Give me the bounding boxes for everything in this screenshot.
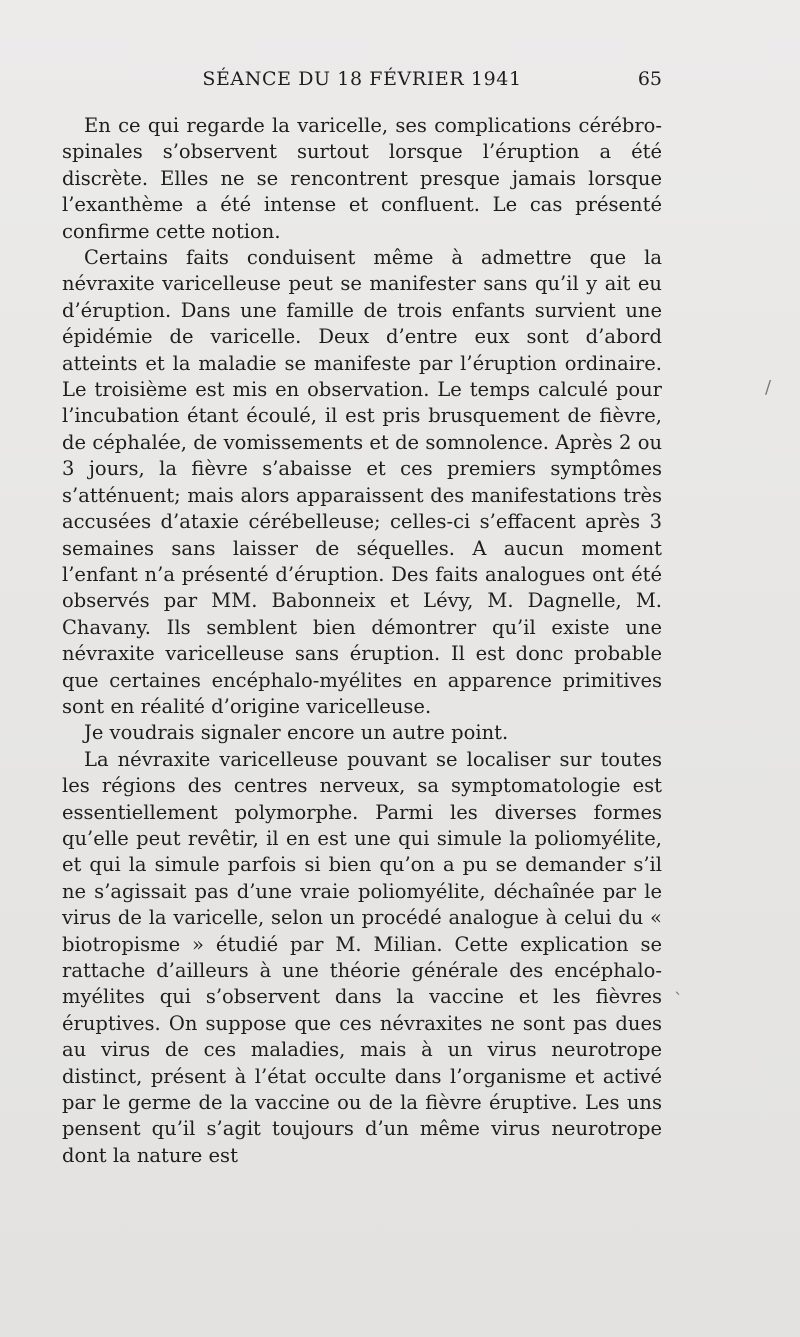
header-title: SÉANCE DU 18 FÉVRIER 1941 [202, 68, 522, 90]
scan-mark: / [765, 377, 772, 398]
paragraph: Je voudrais signaler encore un autre point. [84, 721, 509, 745]
body-text [62, 113, 662, 1169]
running-header [62, 68, 662, 98]
paragraph: La névraxite varicelleuse pouvant se localiser sur toutes les régions des centres nerveux, sa symptomatologie est essentiellement polymorphe. Parmi les diverses formes qu’elle peut revêtir, il en est une qui simule la poliomyélite, et qui la simule parfois si bien qu’on a pu se demander s’il ne s’agissait pas d’une vraie poliomyélite, déchaînée par le virus de la varicelle, selon un procédé analogue à celui du « biotropisme » étudié par M. Milian. Cette explication se rattache d’ailleurs à une théorie générale des encéphalo-myélites qui s’observent dans la vaccine et les fièvres éruptives. On suppose que ces névraxites ne sont pas dues au virus de ces maladies, mais à un virus neurotrope distinct, présent à l’état occulte dans l’organisme et activé par le germe de la vaccine ou de la fièvre éruptive. Les uns pensent qu’il s’agit toujours d’un même virus neurotrope dont la nature est [62, 747, 662, 1167]
paragraph: En ce qui regarde la varicelle, ses complications cérébro-spinales s’observent surtout lorsque l’éruption a été discrète. Elles ne se rencontrent presque jamais lorsque l’exanthème a été intense et confluent. Le cas présenté confirme cette notion. [62, 114, 662, 243]
scan-mark: ` [674, 990, 683, 1011]
page-number: 65 [637, 68, 662, 90]
paragraph: Certains faits conduisent même à admettre que la névraxite varicelleuse peut se manifester sans qu’il y ait eu d’éruption. Dans une famille de trois enfants survient une épidémie de varicelle. Deux d’entre eux sont d’abord atteints et la maladie se manifeste par l’éruption ordinaire. Le troisième est mis en observation. Le temps calculé pour l’incubation étant écoulé, il est pris brusquement de fièvre, de céphalée, de vomissements et de somnolence. Après 2 ou 3 jours, la fièvre s’abaisse et ces premiers symptômes s’atténuent; mais alors apparaissent des manifestations très accusées d’ataxie cérébelleuse; celles-ci s’effacent après 3 semaines sans laisser de séquelles. A aucun moment l’enfant n’a présenté d’éruption. Des faits analogues ont été observés par MM. Babonneix et Lévy, M. Dagnelle, M. Chavany. Ils semblent bien démontrer qu’il existe une névraxite varicelleuse sans éruption. Il est donc probable que certaines encéphalo-myélites en apparence primitives sont en réalité d’origine varicelleuse. [62, 246, 662, 718]
